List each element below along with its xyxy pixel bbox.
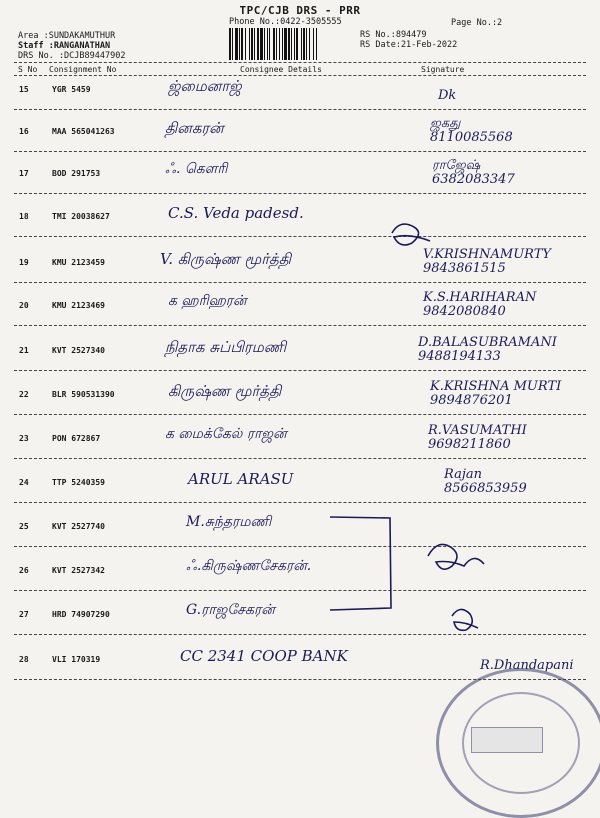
row-sno: 24 [19,478,29,487]
row-signature: D.BALASUBRAMANI 9488194133 [418,335,557,364]
row-sno: 17 [19,169,29,178]
staff-field: Staff :RANGANATHAN [18,41,111,51]
row-sno: 15 [19,85,29,94]
row-sno: 21 [19,346,29,355]
col-consignment: Consignment No [49,65,117,74]
row-sno: 16 [19,127,29,136]
row-signature: K.S.HARIHARAN 9842080840 [423,290,537,319]
row-consignment-number: KMU 2123469 [52,301,105,310]
row-consignee-name: C.S. Veda padesd. [168,204,304,222]
row-consignee-name: ஃ.கிருஷ்ணசேகரன். [186,558,312,574]
row-consignee-name: M.சுந்தரமணி [186,514,272,530]
row-consignment-number: VLI 170319 [52,655,101,664]
rs-number: RS No.:894479 [360,30,427,40]
row-consignee-name: ARUL ARASU [188,470,294,488]
row-consignment-number: HRD 74907290 [52,610,110,619]
row-consignee-name: க மைக்கேல் ராஜன் [165,426,287,442]
row-consignee-name: G.ராஜசேகரன் [186,602,275,618]
row-consignment-number: TMI 20038627 [52,212,110,221]
row-consignee-name: ஜ்மைனாஜ் [168,77,242,95]
row-consignee-name: நிதாக சுப்பிரமணி [165,338,287,356]
row-consignment-number: KVT 2527740 [52,522,105,531]
row-consignment-number: BLR 590531390 [52,390,115,399]
row-signature: Dk [438,88,457,103]
row-consignee-name: ஃ. கௌரி [165,161,228,177]
row-consignment-number: PON 672867 [52,434,101,443]
row-sno: 18 [19,212,29,221]
row-sno: 22 [19,390,29,399]
row-consignee-name: V. கிருஷ்ண மூர்த்தி [160,250,292,268]
row-signature: Rajan 8566853959 [444,467,527,496]
row-consignment-number: KVT 2527340 [52,346,105,355]
row-signature: ஜகது 8110085568 [430,116,513,145]
row-sno: 26 [19,566,29,575]
row-sno: 25 [19,522,29,531]
row-consignment-number: KVT 2527342 [52,566,105,575]
col-consignee: Consignee Details [240,65,322,74]
row-consignee-name: CC 2341 COOP BANK [180,647,348,665]
row-sno: 27 [19,610,29,619]
office-seal-date-box [471,727,543,753]
drs-number: DRS No. :DCJB89447902 [18,51,126,61]
row-consignment-number: TTP 5240359 [52,478,105,487]
row-signature: ராஜேஷ் 6382083347 [432,158,515,187]
row-consignee-name: க ஹரிஹரன் [168,293,247,309]
row-consignment-number: MAA 565041263 [52,127,115,136]
col-sno: S No [18,65,38,74]
row-consignee-name: தினகரன் [165,119,224,137]
area-field: Area :SUNDAKAMUTHUR [18,31,116,41]
row-consignment-number: BOD 291753 [52,169,101,178]
row-signature: R.VASUMATHI 9698211860 [428,423,527,452]
row-sno: 28 [19,655,29,664]
row-sno: 20 [19,301,29,310]
page-number: Page No.:2 [451,18,503,28]
row-sno: 19 [19,258,29,267]
row-consignment-number: YGR 5459 [52,85,91,94]
phone-number: Phone No.:0422-3505555 [229,17,342,27]
row-sno: 23 [19,434,29,443]
row-signature: K.KRISHNA MURTI 9894876201 [430,379,562,408]
document-title: TPC/CJB DRS - PRR [239,4,361,17]
row-signature: V.KRISHNAMURTY 9843861515 [423,247,551,276]
row-signature: R.Dhandapani [480,658,574,673]
row-consignment-number: KMU 2123459 [52,258,105,267]
row-consignee-name: கிருஷ்ண மூர்த்தி [168,382,282,400]
col-signature: Signature [421,65,465,74]
rs-date: RS Date:21-Feb-2022 [360,40,458,50]
